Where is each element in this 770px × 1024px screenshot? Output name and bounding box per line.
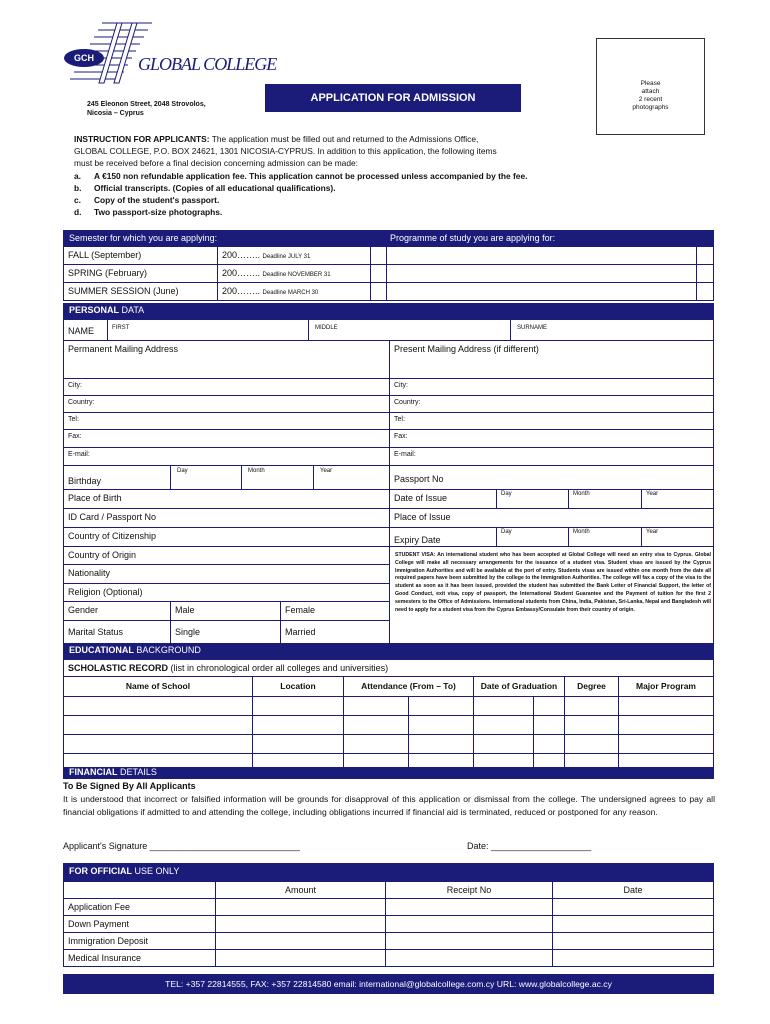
financial-heading-rest: DETAILS bbox=[117, 767, 157, 777]
gender-label: Gender bbox=[64, 602, 171, 621]
present-email-field[interactable] bbox=[390, 448, 713, 466]
photo-box-line: 2 recent bbox=[638, 96, 663, 103]
id-card-label: ID Card / Passport No bbox=[68, 512, 157, 522]
college-name: GLOBAL COLLEGE bbox=[138, 54, 277, 74]
permanent-email-field[interactable] bbox=[64, 448, 390, 466]
gender-male-option[interactable]: Male bbox=[171, 602, 281, 621]
education-cell[interactable] bbox=[565, 716, 619, 735]
expiry-day-field[interactable] bbox=[497, 528, 569, 547]
passport-no-label: Passport No bbox=[394, 474, 444, 484]
year-text: 200…….. bbox=[222, 286, 261, 296]
present-fax-field[interactable] bbox=[390, 430, 713, 448]
day-label: Day bbox=[501, 529, 512, 535]
applicant-signature-field[interactable]: Applicant's Signature ______________________________ bbox=[63, 841, 300, 851]
deadline-text: Deadline NOVEMBER 31 bbox=[262, 272, 331, 278]
fax-label: Fax: bbox=[68, 433, 82, 440]
expiry-date-label: Expiry Date bbox=[390, 528, 497, 547]
footer-contact: TEL: +357 22814555, FAX: +357 22814580 email: international@globalcollege.com.cy URL: www.globalcollege.ac.cy bbox=[165, 979, 612, 989]
present-city-field[interactable] bbox=[390, 379, 713, 396]
item-letter: c. bbox=[74, 195, 81, 206]
official-entry-cell[interactable] bbox=[386, 933, 553, 950]
month-label: Month bbox=[573, 529, 590, 535]
financial-heading-bold: FINANCIAL bbox=[69, 767, 118, 777]
middle-label: MIDDLE bbox=[315, 325, 338, 331]
semester-table bbox=[63, 246, 714, 301]
column-receipt-no: Receipt No bbox=[386, 882, 553, 899]
day-label: Day bbox=[177, 468, 188, 474]
education-cell[interactable] bbox=[534, 697, 565, 716]
programme-field[interactable] bbox=[387, 247, 697, 265]
permanent-address-field[interactable] bbox=[64, 341, 390, 379]
day-label: Day bbox=[501, 491, 512, 497]
education-cell[interactable] bbox=[344, 697, 409, 716]
issue-year-field[interactable] bbox=[642, 490, 713, 509]
semester-fall[interactable]: FALL (September) bbox=[64, 247, 218, 265]
instruction-item-a: A €150 non refundable application fee. This application cannot be processed unless accompanied by the fee. bbox=[94, 170, 528, 181]
education-cell[interactable] bbox=[534, 716, 565, 735]
country-label: Country: bbox=[68, 399, 95, 406]
tel-label: Tel: bbox=[394, 416, 405, 423]
present-address-field[interactable] bbox=[390, 341, 713, 379]
birthday-year-field[interactable] bbox=[314, 466, 390, 490]
programme-check-box[interactable] bbox=[697, 247, 713, 265]
deadline-text: Deadline JULY 31 bbox=[262, 254, 311, 260]
expiry-month-field[interactable] bbox=[569, 528, 642, 547]
middle-name-field[interactable] bbox=[309, 320, 511, 341]
permanent-city-field[interactable] bbox=[64, 379, 390, 396]
marital-married-option[interactable]: Married bbox=[281, 621, 390, 646]
id-card-field[interactable] bbox=[64, 509, 390, 528]
education-cell[interactable] bbox=[253, 735, 344, 754]
column-date: Date bbox=[553, 882, 713, 899]
scholastic-record-title bbox=[64, 660, 713, 677]
present-country-field[interactable] bbox=[390, 396, 713, 413]
birthday-label: Birthday bbox=[64, 466, 171, 490]
column-attendance: Attendance (From – To) bbox=[344, 677, 474, 697]
address-line-2: Nicosia – Cyprus bbox=[87, 110, 144, 117]
programme-check-box[interactable] bbox=[697, 265, 713, 283]
address-line-1: 245 Eleonon Street, 2048 Strovolos, bbox=[87, 101, 206, 108]
education-cell[interactable] bbox=[409, 735, 474, 754]
marital-status-label: Marital Status bbox=[64, 621, 171, 646]
column-name-of-school: Name of School bbox=[64, 677, 253, 697]
email-label: E-mail: bbox=[394, 451, 416, 458]
instructions bbox=[74, 133, 704, 218]
education-heading-bold: EDUCATIONAL bbox=[69, 645, 134, 655]
religion-field[interactable] bbox=[64, 584, 390, 602]
financial-header bbox=[63, 767, 714, 779]
programme-check-box[interactable] bbox=[697, 283, 713, 301]
birthday-day-field[interactable] bbox=[171, 466, 242, 490]
tel-label: Tel: bbox=[68, 416, 79, 423]
photo-box-line: Please bbox=[640, 80, 661, 87]
official-entry-cell[interactable] bbox=[216, 933, 386, 950]
item-letter: d. bbox=[74, 207, 82, 218]
education-heading-rest: BACKGROUND bbox=[133, 645, 201, 655]
record-bold: SCHOLASTIC RECORD bbox=[68, 663, 169, 673]
personal-heading-rest: DATA bbox=[119, 305, 145, 315]
scholastic-record-table bbox=[63, 659, 714, 775]
personal-table bbox=[63, 319, 714, 646]
religion-label: Religion (Optional) bbox=[68, 587, 143, 597]
education-cell[interactable] bbox=[344, 716, 409, 735]
country-label: Country: bbox=[394, 399, 421, 406]
official-row-label: Immigration Deposit bbox=[64, 933, 216, 950]
column-location: Location bbox=[253, 677, 344, 697]
form-title: APPLICATION FOR ADMISSION bbox=[265, 84, 521, 112]
personal-data-header bbox=[63, 303, 714, 319]
passport-no-field[interactable] bbox=[390, 466, 713, 490]
signed-by-all: To Be Signed By All Applicants bbox=[63, 781, 196, 791]
programme-field[interactable] bbox=[387, 283, 697, 301]
official-use-header bbox=[63, 863, 714, 881]
column-degree: Degree bbox=[565, 677, 619, 697]
column-amount: Amount bbox=[216, 882, 386, 899]
month-label: Month bbox=[573, 491, 590, 497]
photo-box-line: attach bbox=[641, 88, 660, 95]
year-label: Year bbox=[646, 491, 659, 497]
year-label: Year bbox=[646, 529, 659, 535]
education-cell[interactable] bbox=[565, 735, 619, 754]
gender-female-option[interactable]: Female bbox=[281, 602, 390, 621]
education-cell[interactable] bbox=[253, 716, 344, 735]
semester-summer-year[interactable] bbox=[218, 283, 371, 301]
official-entry-cell[interactable] bbox=[553, 899, 713, 916]
education-cell[interactable] bbox=[64, 697, 253, 716]
present-address-label: Present Mailing Address (if different) bbox=[394, 344, 539, 354]
education-cell[interactable] bbox=[534, 735, 565, 754]
semester-heading: Semester for which you are applying: bbox=[69, 233, 218, 243]
place-of-issue-field[interactable] bbox=[390, 509, 713, 528]
official-entry-cell[interactable] bbox=[216, 950, 386, 967]
citizenship-field[interactable] bbox=[64, 528, 390, 547]
surname-field[interactable] bbox=[511, 320, 713, 341]
semester-fall-year[interactable] bbox=[218, 247, 371, 265]
permanent-address-label: Permanent Mailing Address bbox=[68, 344, 179, 354]
official-entry-cell[interactable] bbox=[386, 950, 553, 967]
official-entry-cell[interactable] bbox=[553, 933, 713, 950]
year-text: 200…….. bbox=[222, 268, 261, 278]
svg-text:GCH: GCH bbox=[74, 53, 94, 63]
official-corner-cell bbox=[64, 882, 216, 899]
instructions-line-1: The application must be filled out and returned to the Admissions Office, bbox=[211, 134, 479, 144]
date-of-issue-label: Date of Issue bbox=[390, 490, 497, 509]
official-heading-bold: FOR OFFICIAL bbox=[69, 866, 132, 876]
nationality-label: Nationality bbox=[68, 568, 111, 578]
nationality-field[interactable] bbox=[64, 565, 390, 584]
student-visa-note: STUDENT VISA: An international student who has been accepted at Global College will need an entry visa to Cyprus. Global College will make all necessary arrangements for the issuance of a student visa. Student visas are issued by the Cyprus Immigration Authorities and will be available at the port of entry. Students visas are issued within one month from the date all required papers have been submitted by the college to the Immigration Authorities. The college will fax a copy of the visa to the student as soon as it has been issued, provided the student has submitted the Bank Letter of Financial Support, the letter of Good Conduct, exit visa, copy of passport, the International Student Guarantee and the Payment of tuition for the first 2 semesters to the Office of Admissions. International students from China, India, Pakistan, Sri-Lanka, Nepal and Bangladesh will need to apply for a student visa from the Cyprus Embassy/Consulate from their country of origin. bbox=[395, 552, 711, 613]
education-cell[interactable] bbox=[565, 697, 619, 716]
year-text: 200…….. bbox=[222, 250, 261, 260]
college-logo bbox=[62, 18, 152, 88]
permanent-tel-field[interactable] bbox=[64, 413, 390, 430]
official-row-label: Down Payment bbox=[64, 916, 216, 933]
place-of-issue-label: Place of Issue bbox=[394, 512, 451, 522]
semester-spring[interactable]: SPRING (February) bbox=[64, 265, 218, 283]
year-label: Year bbox=[320, 468, 333, 474]
country-of-origin-field[interactable] bbox=[64, 547, 390, 565]
fax-label: Fax: bbox=[394, 433, 408, 440]
first-name-field[interactable] bbox=[108, 320, 309, 341]
education-cell[interactable] bbox=[619, 735, 713, 754]
education-cell[interactable] bbox=[409, 716, 474, 735]
instruction-item-c: Copy of the student's passport. bbox=[94, 195, 220, 206]
education-cell[interactable] bbox=[619, 716, 713, 735]
permanent-country-field[interactable] bbox=[64, 396, 390, 413]
deadline-text: Deadline MARCH 30 bbox=[262, 290, 319, 296]
official-heading-rest: USE ONLY bbox=[132, 866, 180, 876]
item-letter: b. bbox=[74, 182, 82, 193]
education-cell[interactable] bbox=[253, 697, 344, 716]
marital-single-option[interactable]: Single bbox=[171, 621, 281, 646]
permanent-fax-field[interactable] bbox=[64, 430, 390, 448]
photo-box-line: photographs bbox=[632, 104, 669, 111]
city-label: City: bbox=[394, 382, 408, 389]
semester-header bbox=[63, 230, 714, 246]
official-entry-cell[interactable] bbox=[216, 899, 386, 916]
instructions-heading: INSTRUCTION FOR APPLICANTS: bbox=[74, 134, 210, 144]
present-tel-field[interactable] bbox=[390, 413, 713, 430]
surname-label: SURNAME bbox=[517, 325, 548, 331]
first-label: FIRST bbox=[112, 325, 130, 331]
education-cell[interactable] bbox=[409, 697, 474, 716]
education-cell[interactable] bbox=[344, 735, 409, 754]
month-label: Month bbox=[248, 468, 265, 474]
official-use-table bbox=[63, 881, 714, 967]
place-of-birth-field[interactable] bbox=[64, 490, 390, 509]
official-row-label: Application Fee bbox=[64, 899, 216, 916]
education-cell[interactable] bbox=[474, 697, 534, 716]
semester-check-box[interactable] bbox=[371, 265, 387, 283]
education-cell[interactable] bbox=[619, 697, 713, 716]
issue-day-field[interactable] bbox=[497, 490, 569, 509]
official-entry-cell[interactable] bbox=[553, 950, 713, 967]
place-of-birth-label: Place of Birth bbox=[68, 493, 122, 503]
instructions-line-3: must be received before a final decision concerning admission can be made: bbox=[74, 158, 358, 169]
official-entry-cell[interactable] bbox=[386, 916, 553, 933]
semester-summer[interactable]: SUMMER SESSION (June) bbox=[64, 283, 218, 301]
official-entry-cell[interactable] bbox=[553, 916, 713, 933]
programme-field[interactable] bbox=[387, 265, 697, 283]
citizenship-label: Country of Citizenship bbox=[68, 531, 157, 541]
official-entry-cell[interactable] bbox=[386, 899, 553, 916]
personal-heading-bold: PERSONAL bbox=[69, 305, 120, 315]
education-header bbox=[63, 643, 714, 659]
footer-bar bbox=[63, 974, 714, 994]
semester-spring-year[interactable] bbox=[218, 265, 371, 283]
expiry-year-field[interactable] bbox=[642, 528, 713, 547]
official-row-label: Medical Insurance bbox=[64, 950, 216, 967]
signature-date-field[interactable]: Date: ____________________ bbox=[467, 841, 592, 851]
email-label: E-mail: bbox=[68, 451, 90, 458]
column-date-of-graduation: Date of Graduation bbox=[474, 677, 565, 697]
education-cell[interactable] bbox=[474, 716, 534, 735]
item-letter: a. bbox=[74, 170, 81, 181]
column-major-program: Major Program bbox=[619, 677, 713, 697]
education-cell[interactable] bbox=[474, 735, 534, 754]
financial-paragraph: It is understood that incorrect or falsified information will be grounds for disapproval of this application or dismissal from the college. The undersigned agrees to pay all financial obligations if admitted to and attending the college, including obligations incurred if financial aid is terminated, reduced or postponed for any reason. bbox=[63, 794, 715, 818]
education-cell[interactable] bbox=[64, 735, 253, 754]
education-cell[interactable] bbox=[64, 716, 253, 735]
photo-box bbox=[596, 38, 705, 135]
semester-check-box[interactable] bbox=[371, 247, 387, 265]
semester-check-box[interactable] bbox=[371, 283, 387, 301]
instruction-item-b: Official transcripts. (Copies of all educational qualifications). bbox=[94, 182, 336, 193]
issue-month-field[interactable] bbox=[569, 490, 642, 509]
instruction-item-d: Two passport-size photographs. bbox=[94, 207, 223, 218]
official-entry-cell[interactable] bbox=[216, 916, 386, 933]
record-rest: (list in chronological order all colleges and universities) bbox=[168, 663, 389, 673]
name-label: NAME bbox=[64, 320, 108, 341]
birthday-month-field[interactable] bbox=[242, 466, 314, 490]
origin-label: Country of Origin bbox=[68, 550, 137, 560]
programme-heading: Programme of study you are applying for: bbox=[390, 233, 556, 243]
city-label: City: bbox=[68, 382, 82, 389]
instructions-line-2: GLOBAL COLLEGE, P.O. BOX 24621, 1301 NICOSIA-CYPRUS. In addition to this application, the following items bbox=[74, 146, 497, 157]
